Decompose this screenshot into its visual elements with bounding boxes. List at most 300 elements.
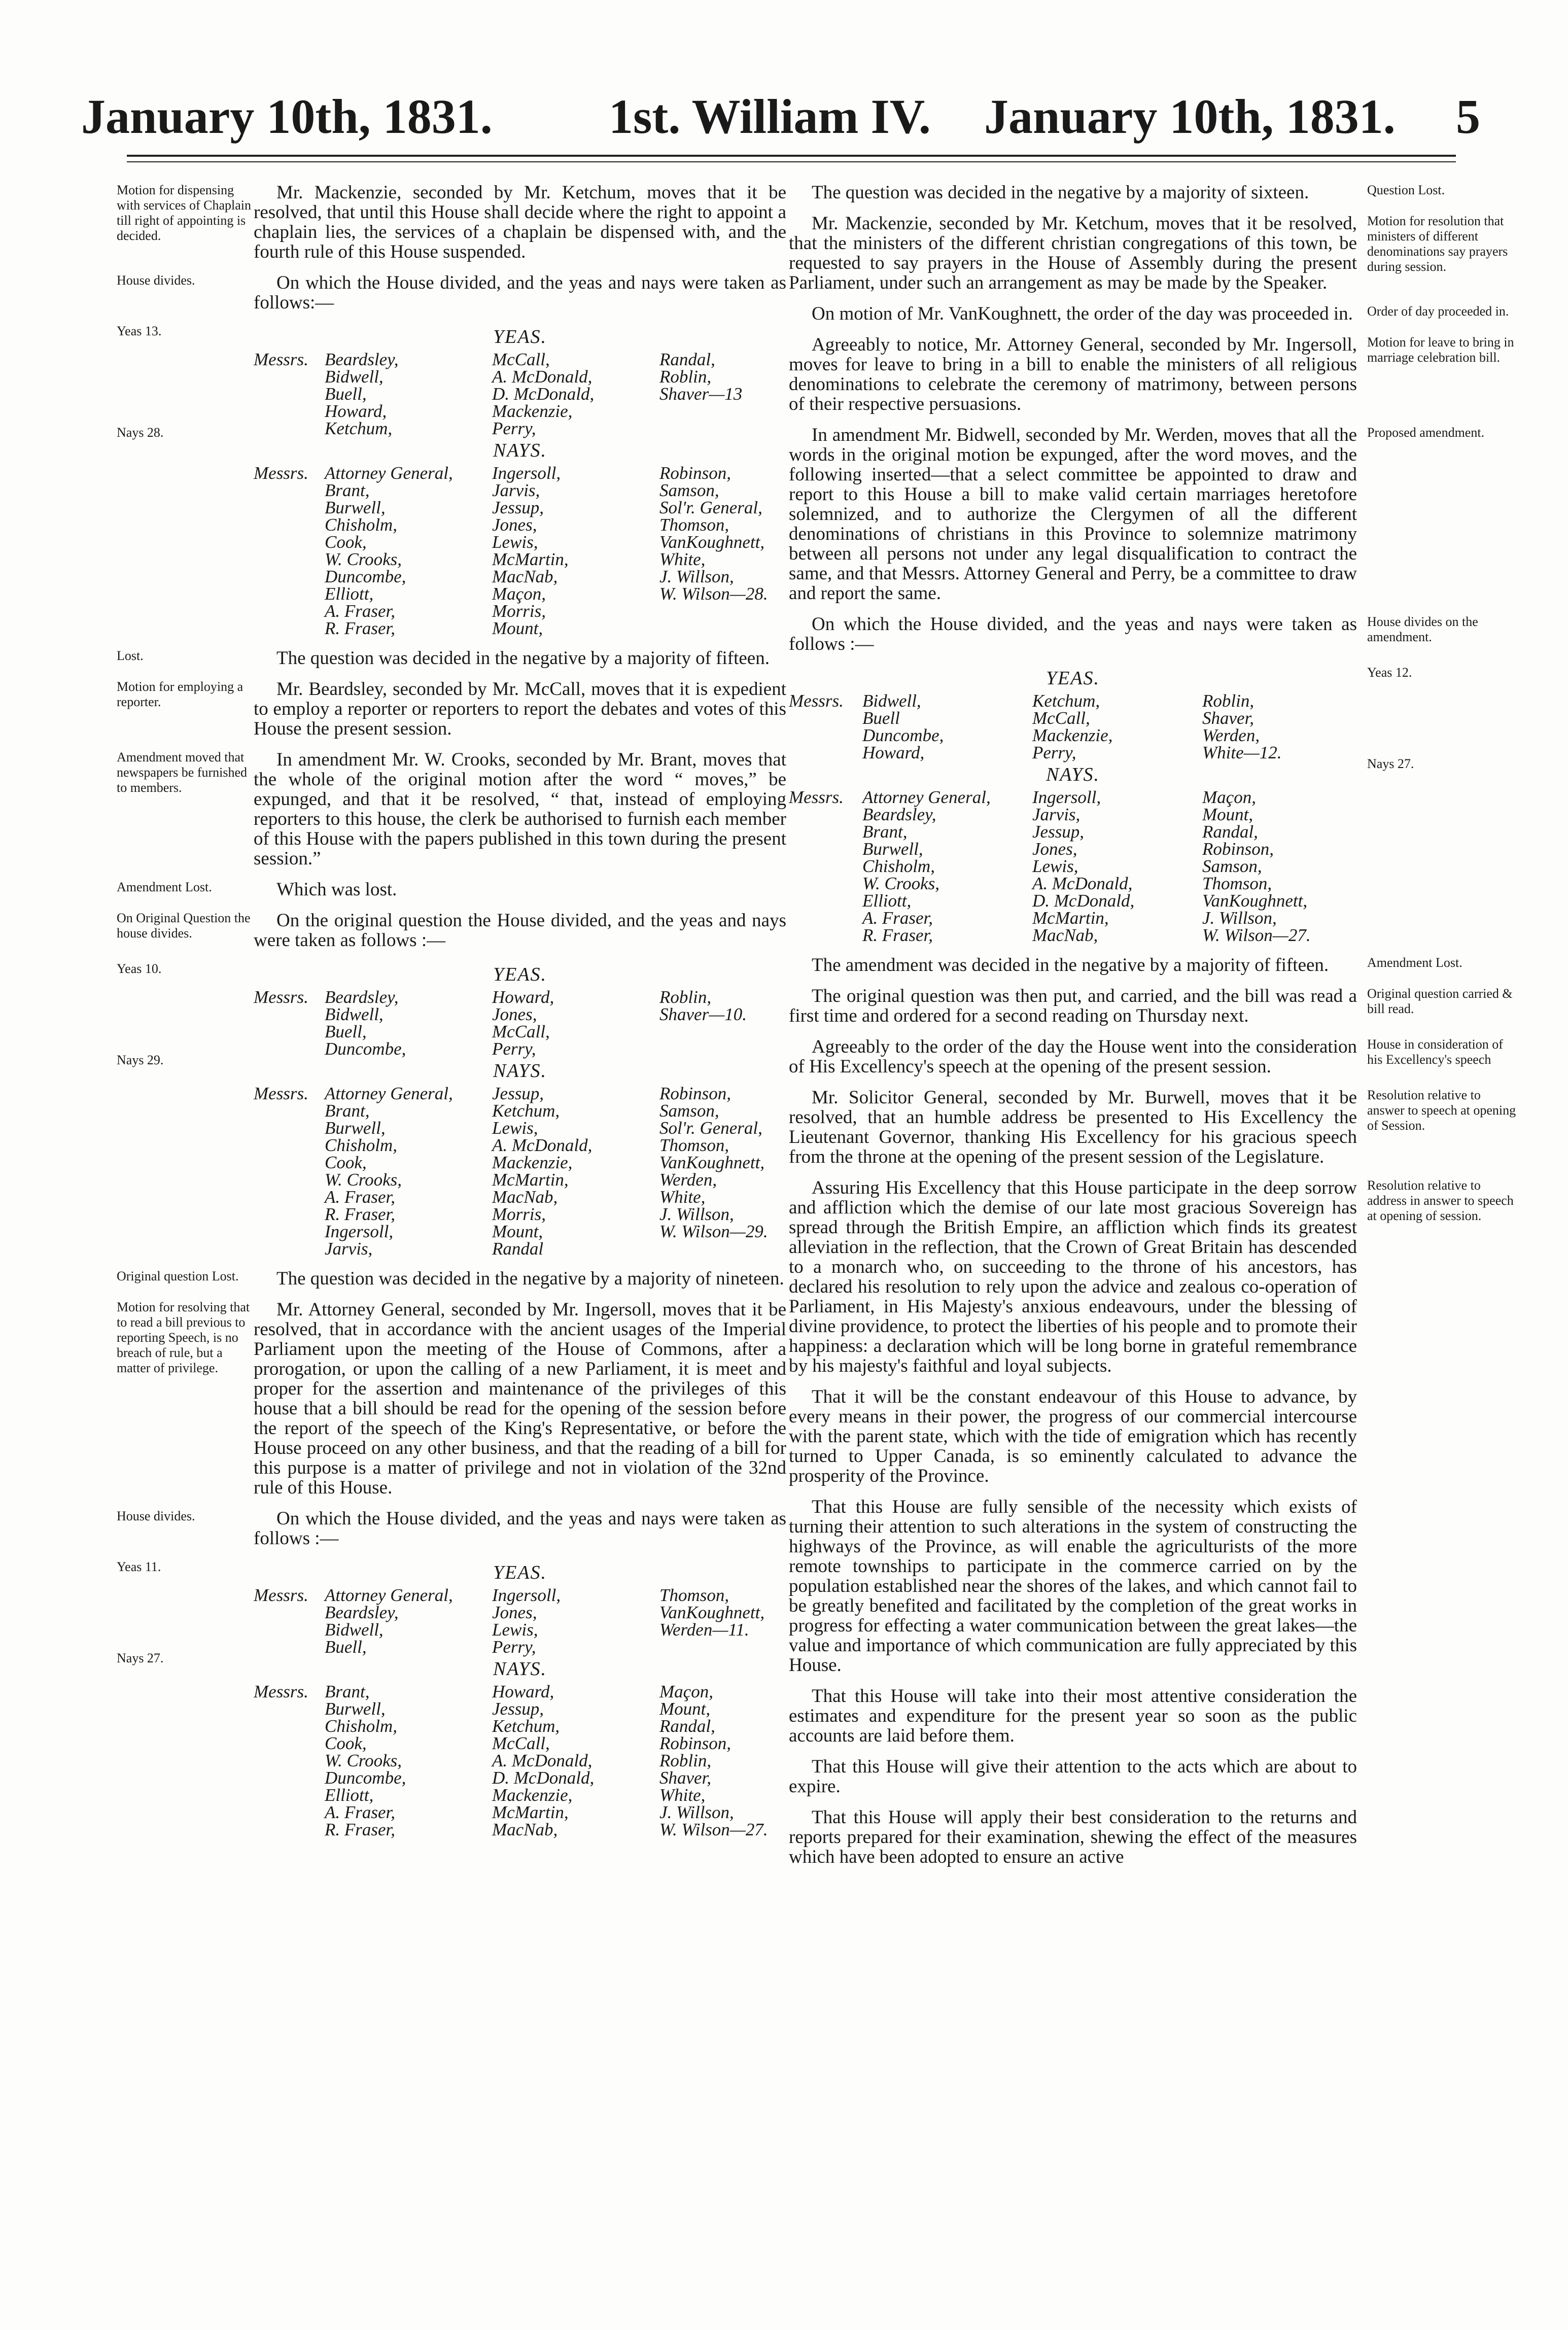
member-name: VanKoughnett,	[659, 1153, 765, 1172]
house-divides-amendment	[789, 614, 1519, 654]
member-name: Lewis,	[1032, 856, 1078, 876]
yeas-list	[789, 692, 1357, 761]
member-name: McCall,	[492, 1022, 550, 1041]
member-name: McCall,	[492, 350, 550, 369]
member-name: W. Crooks,	[325, 549, 402, 569]
messrs-label	[254, 551, 325, 568]
member-name: W. Wilson—27.	[659, 1820, 768, 1839]
member-name: Jessup,	[492, 1084, 544, 1103]
margin-note: House divides.	[117, 1509, 195, 1523]
paragraph: Mr. Mackenzie, seconded by Mr. Ketchum, moves that it be resolved, that until this House shall decide where the right to appoint a chaplain lies, the services of a chaplain be dispensed with, and the fourth rule of this House suspended.	[254, 182, 786, 262]
paragraph: The question was decided in the negative by a majority of nineteen.	[276, 1268, 784, 1289]
member-name: White,	[659, 1785, 706, 1805]
member-name: White—12.	[1202, 743, 1282, 762]
messrs-label	[254, 420, 325, 437]
member-name: Jarvis,	[492, 480, 540, 500]
member-name: Shaver,	[1202, 708, 1255, 728]
messrs-label	[254, 620, 325, 637]
paragraph: The amendment was decided in the negative by a majority of fifteen.	[812, 955, 1329, 976]
messrs-label	[254, 1040, 325, 1058]
reporter-motion	[117, 679, 786, 739]
messrs-label	[254, 1735, 325, 1752]
member-name: Burwell,	[325, 1699, 386, 1719]
acts-paragraph	[789, 1757, 1519, 1796]
messrs-label	[254, 534, 325, 551]
paragraph: On which the House divided, and the yeas and nays were taken as follows :—	[254, 1508, 786, 1549]
division-list-3	[117, 1559, 786, 1838]
margin-note: Motion for leave to bring in marriage celebration bill.	[1367, 335, 1514, 365]
messrs-label	[254, 1821, 325, 1838]
messrs-label	[254, 1621, 325, 1639]
messrs-label	[254, 1120, 325, 1137]
member-name: Perry,	[1032, 743, 1076, 762]
yeas-count: Yeas 12.	[1367, 665, 1412, 680]
member-name: Cook,	[325, 532, 367, 552]
member-name: Mackenzie,	[1032, 725, 1113, 745]
member-name: Jarvis,	[325, 1239, 373, 1259]
messrs-label	[789, 823, 862, 841]
member-name: Mount,	[1202, 805, 1253, 824]
messrs-label	[254, 568, 325, 585]
margin-note: Original question carried & bill read.	[1367, 986, 1513, 1016]
messrs-label	[254, 1006, 325, 1023]
messrs-label	[254, 403, 325, 420]
margin-note: Motion for resolving that to read a bill previous to reporting Speech, is no breach of rule, but a matter of privilege.	[117, 1300, 250, 1375]
header-rule	[127, 155, 1456, 157]
member-name: Elliott,	[325, 584, 374, 604]
member-name: Bidwell,	[325, 1004, 384, 1024]
margin-note: Original question Lost.	[117, 1269, 239, 1283]
messrs-label	[254, 368, 325, 386]
header-reign: 1st. William IV.	[609, 89, 931, 144]
messrs-label	[254, 1137, 325, 1154]
division-list-4	[789, 665, 1519, 944]
margin-note: Amendment moved that newspapers be furnished to members.	[117, 750, 248, 795]
messrs-label	[254, 1171, 325, 1189]
member-name: Maçon,	[659, 1682, 713, 1701]
margin-note: Question Lost.	[1367, 183, 1445, 197]
member-name: Bidwell,	[325, 367, 384, 387]
paragraph: Mr. Solicitor General, seconded by Mr. Burwell, moves that it be resolved, that an humble address be presented to His Excellency the Lieutenant Governor, thanking His Excellency for his gracious speech from the throne at the opening of the present session of the Legislature.	[789, 1087, 1357, 1167]
paragraph: On motion of Mr. VanKoughnett, the order of the day was proceeded in.	[812, 303, 1353, 324]
margin-note: Resolution relative to answer to speech at opening of Session.	[1367, 1088, 1516, 1133]
member-name: Thomson,	[659, 515, 729, 535]
member-name: Samson,	[659, 1101, 719, 1121]
messrs-label	[254, 1787, 325, 1804]
member-name: Jessup,	[492, 498, 544, 517]
member-name: Attorney General,	[862, 787, 991, 807]
member-name: Brant,	[862, 822, 908, 842]
paragraph: Mr. Attorney General, seconded by Mr. Ingersoll, moves that it be resolved, that in accordance with the ancient usages of the Imperial Parliament upon the meeting of the House of Commons, after a prorogation, or upon the calling of a new Parliament, it is meet and proper for the assertion and maintenance of the privileges of this house that a bill should be read for the opening of the session before the report of the speech of the King's Representative, or before the House proceed on any other business, and that the reading of a bill for this purpose is a matter of privilege and not in violation of the 32nd rule of this House.	[254, 1299, 786, 1498]
member-name: J. Willson,	[659, 1802, 734, 1822]
member-name: R. Fraser,	[325, 1204, 396, 1224]
member-name: D. McDonald,	[492, 384, 595, 404]
header-rule-thin	[127, 161, 1456, 162]
member-name: Samson,	[1202, 856, 1262, 876]
member-name: A. Fraser,	[325, 1187, 396, 1207]
messrs-label: Messrs.	[789, 787, 844, 807]
member-name: W. Crooks,	[862, 874, 940, 893]
paragraph: Which was lost.	[276, 879, 397, 900]
member-name: A. McDonald,	[492, 367, 593, 387]
member-name: Mount,	[492, 618, 543, 638]
newspaper-amendment	[117, 750, 786, 868]
member-name: Howard,	[325, 401, 387, 421]
member-name: Brant,	[325, 1682, 370, 1701]
margin-note: Motion for employing a reporter.	[117, 679, 243, 709]
paragraph: That this House will take into their most attentive consideration the estimates and expenditure for the present year so soon as the public accounts are laid before them.	[789, 1686, 1357, 1746]
member-name: W. Crooks,	[325, 1751, 402, 1770]
member-name: D. McDonald,	[492, 1768, 595, 1788]
member-name: Roblin,	[659, 987, 712, 1007]
member-name: Roblin,	[659, 1751, 712, 1770]
messrs-label	[789, 806, 862, 823]
member-name: Werden—11.	[659, 1620, 749, 1640]
margin-note: Order of day proceeded in.	[1367, 304, 1509, 319]
member-name: Lewis,	[492, 532, 538, 552]
messrs-label	[789, 892, 862, 910]
paragraph: On which the House divided, and the yeas and nays were taken as follows :—	[789, 614, 1357, 654]
member-name: Chisholm,	[325, 1716, 397, 1736]
member-name: Duncombe,	[862, 725, 944, 745]
original-question	[117, 911, 786, 950]
messrs-label	[254, 516, 325, 534]
member-name: Shaver—13	[659, 384, 743, 404]
margin-note: House divides on the amendment.	[1367, 614, 1478, 644]
member-name: A. McDonald,	[492, 1135, 593, 1155]
member-name: MacNab,	[492, 567, 558, 586]
messrs-label	[254, 1604, 325, 1621]
marriage-bill-motion	[789, 335, 1519, 414]
member-name: Perry,	[492, 1637, 536, 1657]
member-name: Buell,	[325, 1022, 367, 1041]
messrs-label	[789, 710, 862, 727]
messrs-label	[789, 875, 862, 892]
division-list-2	[117, 961, 786, 1258]
member-name: Jones,	[492, 1004, 537, 1024]
yeas-heading: YEAS.	[493, 1562, 547, 1583]
member-name: Attorney General,	[325, 1585, 453, 1605]
member-name: Howard,	[862, 743, 925, 762]
member-name: Mackenzie,	[492, 1785, 573, 1805]
nays-list	[254, 1085, 786, 1258]
paragraph: On which the House divided, and the yeas and nays were taken as follows:—	[254, 272, 786, 313]
margin-note: On Original Question the house divides.	[117, 911, 251, 941]
member-name: Lewis,	[492, 1620, 538, 1640]
paragraph: Mr. Mackenzie, seconded by Mr. Ketchum, moves that it be resolved, that the ministers of the different christian congregations of this town, be requested to say prayers in the House of Assembly during the present Parliament, under such an arrangement as may be made by the Speaker.	[789, 213, 1357, 293]
member-name: Bidwell,	[325, 1620, 384, 1640]
messrs-label	[254, 1700, 325, 1718]
messrs-label	[254, 499, 325, 516]
member-name: Jones,	[492, 515, 537, 535]
paragraph: That it will be the constant endeavour of this House to advance, by every means in their power, the progress of our commercial intercourse with the parent state, which with the tide of emigration which has recently turned to Upper Canada, is so eminently calculated to advance the prosperity of the Province.	[789, 1386, 1357, 1486]
member-name: Buell,	[325, 384, 367, 404]
yeas-count: Yeas 13.	[117, 324, 162, 338]
member-name: Elliott,	[325, 1785, 374, 1805]
nays-heading: NAYS.	[493, 1658, 547, 1680]
member-name: Randal	[492, 1239, 544, 1259]
member-name: Buell	[862, 708, 900, 728]
nays-heading: NAYS.	[493, 440, 547, 461]
member-name: Mackenzie,	[492, 401, 573, 421]
member-name: Perry,	[492, 1039, 536, 1059]
member-name: W. Wilson—29.	[659, 1222, 768, 1241]
margin-note: Proposed amendment.	[1367, 425, 1485, 440]
yeas-heading: YEAS.	[493, 964, 547, 985]
member-name: Sol'r. General,	[659, 498, 762, 517]
member-name: W. Wilson—28.	[659, 584, 768, 604]
house-divides-3	[117, 1509, 786, 1548]
paragraph: In amendment Mr. Bidwell, seconded by Mr. Werden, moves that all the words in the original motion be expunged, after the word moves, and the following inserted—that a select committee be appointed to draw and report to this House a bill to make valid certain marriages heretofore solemnized, and to authorize the Clergymen of all the different denominations of christians in this Province to solemnize matrimony between all persons not under any legal disqualification to contract the same, and that Messrs. Attorney General and Perry, be a committee to draw and report the same.	[789, 425, 1357, 604]
highways-paragraph	[789, 1497, 1519, 1675]
member-name: Buell,	[325, 1637, 367, 1657]
paragraph: The question was decided in the negative by a majority of fifteen.	[276, 648, 770, 669]
member-name: Cook,	[325, 1153, 367, 1172]
paragraph: On the original question the House divided, and the yeas and nays were taken as follows :—	[254, 910, 786, 951]
member-name: Robinson,	[659, 463, 731, 483]
member-name: Thomson,	[659, 1585, 729, 1605]
member-name: Duncombe,	[325, 1039, 406, 1059]
member-name: Ingersoll,	[492, 1585, 561, 1605]
member-name: Robinson,	[659, 1084, 731, 1103]
messrs-label	[254, 1804, 325, 1821]
member-name: Mackenzie,	[492, 1153, 573, 1172]
member-name: Brant,	[325, 480, 370, 500]
member-name: McMartin,	[492, 549, 569, 569]
paragraph: In amendment Mr. W. Crooks, seconded by Mr. Brant, moves that the whole of the original motion after the word “ moves,” be expunged, and that it be resolved, “ that, instead of employing reporters to this house, the clerk be authorised to furnish each member of this House with the papers published in this town during the present session.”	[254, 749, 786, 869]
member-name: Randal,	[659, 1716, 715, 1736]
messrs-label	[254, 1240, 325, 1258]
messrs-label	[254, 585, 325, 603]
estimates-paragraph	[789, 1686, 1519, 1746]
member-name: R. Fraser,	[325, 618, 396, 638]
member-name: Chisholm,	[325, 515, 397, 535]
margin-note: Amendment Lost.	[1367, 955, 1462, 970]
member-name: Lewis,	[492, 1118, 538, 1138]
member-name: McMartin,	[492, 1802, 569, 1822]
member-name: White,	[659, 549, 706, 569]
address-resolution	[789, 1088, 1519, 1167]
yeas-list	[254, 351, 786, 437]
member-name: Beardsley,	[325, 987, 399, 1007]
header-date-right: January 10th, 1831.	[984, 89, 1396, 144]
yeas-heading: YEAS.	[1046, 668, 1100, 689]
messrs-label	[789, 927, 862, 944]
member-name: Mount,	[492, 1222, 543, 1241]
member-name: A. Fraser,	[325, 1802, 396, 1822]
yeas-heading: YEAS.	[493, 326, 547, 347]
yeas-count: Yeas 10.	[117, 961, 162, 976]
member-name: Attorney General,	[325, 463, 453, 483]
division-list-1	[117, 324, 786, 637]
margin-note: House in consideration of his Excellency's speech	[1367, 1037, 1503, 1067]
messrs-label	[254, 603, 325, 620]
member-name: Beardsley,	[325, 1603, 399, 1622]
header-date-left: January 10th, 1831.	[81, 89, 493, 144]
member-name: J. Willson,	[659, 567, 734, 586]
member-name: Sol'r. General,	[659, 1118, 762, 1138]
member-name: VanKoughnett,	[659, 532, 765, 552]
proposed-amendment	[789, 425, 1519, 603]
messrs-label	[254, 482, 325, 499]
margin-note: House divides.	[117, 273, 195, 288]
member-name: Ketchum,	[492, 1101, 560, 1121]
messrs-label: Messrs.	[254, 350, 308, 369]
messrs-label	[254, 1718, 325, 1735]
lost-1	[117, 648, 786, 668]
member-name: Jones,	[492, 1603, 537, 1622]
paragraph: Assuring His Excellency that this House participate in the deep sorrow and affliction which the demise of our late most gracious Sovereign has spread through the British Empire, an affliction which finds its greatest alleviation in the reflection, that the Crown of Great Britain has descended to a monarch who, on succeeding to the throne of his ancestors, has declared his resolution to rely upon the advice and zealous co-operation of Parliament, in His Majesty's anxious endeavours, under the blessing of divine providence, to protect the liberties of his people and to promote their happiness: a declaration which will be long borne in grateful remembrance by his majesty's faithful and loyal subjects.	[789, 1177, 1357, 1376]
yeas-list	[254, 1587, 786, 1656]
messrs-label: Messrs.	[254, 1682, 308, 1701]
member-name: A. Fraser,	[862, 908, 933, 928]
yeas-count: Yeas 11.	[117, 1559, 161, 1574]
member-name: Elliott,	[862, 891, 912, 911]
member-name: MacNab,	[492, 1820, 558, 1839]
paragraph: Agreeably to the order of the day the House went into the consideration of His Excellency's speech at the opening of the present session.	[789, 1036, 1357, 1077]
member-name: J. Willson,	[659, 1204, 734, 1224]
messrs-label	[254, 1769, 325, 1787]
member-name: Robinson,	[1202, 839, 1274, 859]
member-name: W. Crooks,	[325, 1170, 402, 1190]
messrs-label: Messrs.	[254, 1084, 308, 1103]
page-header	[81, 86, 1496, 147]
member-name: Chisholm,	[862, 856, 935, 876]
nays-heading: NAYS.	[493, 1060, 547, 1082]
messrs-label: Messrs.	[789, 691, 844, 711]
amendment-lost	[117, 880, 786, 899]
member-name: Burwell,	[862, 839, 923, 859]
member-name: Beardsley,	[325, 350, 399, 369]
question-lost	[789, 183, 1519, 202]
speech-consideration	[789, 1037, 1519, 1076]
messrs-label: Messrs.	[254, 463, 308, 483]
member-name: W. Wilson—27.	[1202, 925, 1311, 945]
member-name: Werden,	[1202, 725, 1260, 745]
original-lost	[117, 1269, 786, 1289]
member-name: Duncombe,	[325, 1768, 406, 1788]
assuring-resolution	[789, 1178, 1519, 1376]
member-name: Roblin,	[1202, 691, 1255, 711]
member-name: Morris,	[492, 1204, 546, 1224]
member-name: Jessup,	[492, 1699, 544, 1719]
margin-note: Motion for dispensing with services of Chaplain till right of appointing is decided.	[117, 183, 251, 243]
member-name: Randal,	[1202, 822, 1258, 842]
member-name: Howard,	[492, 1682, 554, 1701]
paragraph: That this House will give their attention to the acts which are about to expire.	[789, 1756, 1357, 1797]
paragraph: Mr. Beardsley, seconded by Mr. McCall, moves that it is expedient to employ a reporter or reporters to report the debates and votes of this House the present session.	[254, 679, 786, 739]
margin-note: Resolution relative to address in answer to speech at opening of session.	[1367, 1178, 1514, 1223]
member-name: VanKoughnett,	[1202, 891, 1308, 911]
messrs-label	[254, 386, 325, 403]
member-name: Cook,	[325, 1733, 367, 1753]
nays-count: Nays 27.	[1367, 756, 1414, 771]
nays-list	[254, 1683, 786, 1838]
member-name: Ketchum,	[325, 419, 393, 438]
paragraph: Agreeably to notice, Mr. Attorney General, seconded by Mr. Ingersoll, moves for leave to bring in a bill to enable the ministers of all religious denominations to celebrate the ceremony of matrimony, between persons of their respective persuasions.	[789, 334, 1357, 414]
chaplain-motion	[117, 183, 786, 262]
member-name: Duncombe,	[325, 567, 406, 586]
member-name: Burwell,	[325, 498, 386, 517]
original-carried	[789, 986, 1519, 1026]
member-name: Ingersoll,	[492, 463, 561, 483]
member-name: Beardsley,	[862, 805, 936, 824]
member-name: Werden,	[659, 1170, 717, 1190]
member-name: Shaver—10.	[659, 1004, 747, 1024]
member-name: Bidwell,	[862, 691, 921, 711]
member-name: Jessup,	[1032, 822, 1085, 842]
order-of-day	[789, 304, 1519, 324]
member-name: Jarvis,	[1032, 805, 1081, 824]
messrs-label	[254, 1023, 325, 1040]
nays-list	[254, 465, 786, 637]
messrs-label	[254, 1206, 325, 1223]
member-name: R. Fraser,	[862, 925, 933, 945]
member-name: Chisholm,	[325, 1135, 397, 1155]
paragraph: That this House are fully sensible of the necessity which exists of turning their attention to such alterations in the system of constructing the highways of the Province, as will enable the agriculturists of the more remote townships to participate in the commerce carried on by the population established near the shores of the lakes, and which cannot fail to be greatly benefited and facilitated by the completion of the great works in progress for effecting a water communication between the great lakes—the value and importance of which communication are fully appreciated by this House.	[789, 1497, 1357, 1676]
member-name: Attorney General,	[325, 1084, 453, 1103]
messrs-label	[254, 1102, 325, 1120]
member-name: Shaver,	[659, 1768, 712, 1788]
paragraph: The question was decided in the negative by a majority of sixteen.	[812, 182, 1309, 203]
member-name: Brant,	[325, 1101, 370, 1121]
member-name: MacNab,	[492, 1187, 558, 1207]
member-name: Randal,	[659, 350, 715, 369]
header-page-number: 5	[1456, 89, 1480, 144]
messrs-label	[789, 841, 862, 858]
member-name: Samson,	[659, 480, 719, 500]
house-divides-1	[117, 273, 786, 312]
right-column	[789, 183, 1519, 1878]
member-name: McCall,	[492, 1733, 550, 1753]
member-name: Maçon,	[1202, 787, 1256, 807]
member-name: Robinson,	[659, 1733, 731, 1753]
member-name: McMartin,	[1032, 908, 1109, 928]
margin-note: Lost.	[117, 648, 144, 663]
margin-note: Motion for resolution that ministers of different denominations say prayers during session.	[1367, 214, 1508, 274]
member-name: McCall,	[1032, 708, 1090, 728]
nays-list	[789, 789, 1357, 944]
member-name: Thomson,	[659, 1135, 729, 1155]
member-name: Ketchum,	[1032, 691, 1100, 711]
paragraph: The original question was then put, and carried, and the bill was read a first time and ordered for a second reading on Thursday next.	[789, 986, 1357, 1026]
member-name: Thomson,	[1202, 874, 1272, 893]
member-name: VanKoughnett,	[659, 1603, 765, 1622]
member-name: D. McDonald,	[1032, 891, 1135, 911]
left-column	[117, 183, 786, 1850]
member-name: MacNab,	[1032, 925, 1098, 945]
prayers-motion	[789, 214, 1519, 293]
member-name: J. Willson,	[1202, 908, 1277, 928]
member-name: Perry,	[492, 419, 536, 438]
nays-count: Nays 28.	[117, 425, 164, 440]
messrs-label	[254, 1154, 325, 1171]
nays-count: Nays 27.	[117, 1651, 164, 1665]
member-name: Howard,	[492, 987, 554, 1007]
endeavour-paragraph	[789, 1387, 1519, 1486]
member-name: Mount,	[659, 1699, 711, 1719]
member-name: McMartin,	[492, 1170, 569, 1190]
member-name: A. Fraser,	[325, 601, 396, 621]
yeas-list	[254, 989, 786, 1058]
messrs-label	[789, 858, 862, 875]
messrs-label	[789, 744, 862, 761]
messrs-label	[254, 1752, 325, 1769]
messrs-label: Messrs.	[254, 987, 308, 1007]
member-name: Morris,	[492, 601, 546, 621]
messrs-label	[254, 1223, 325, 1240]
member-name: A. McDonald,	[492, 1751, 593, 1770]
